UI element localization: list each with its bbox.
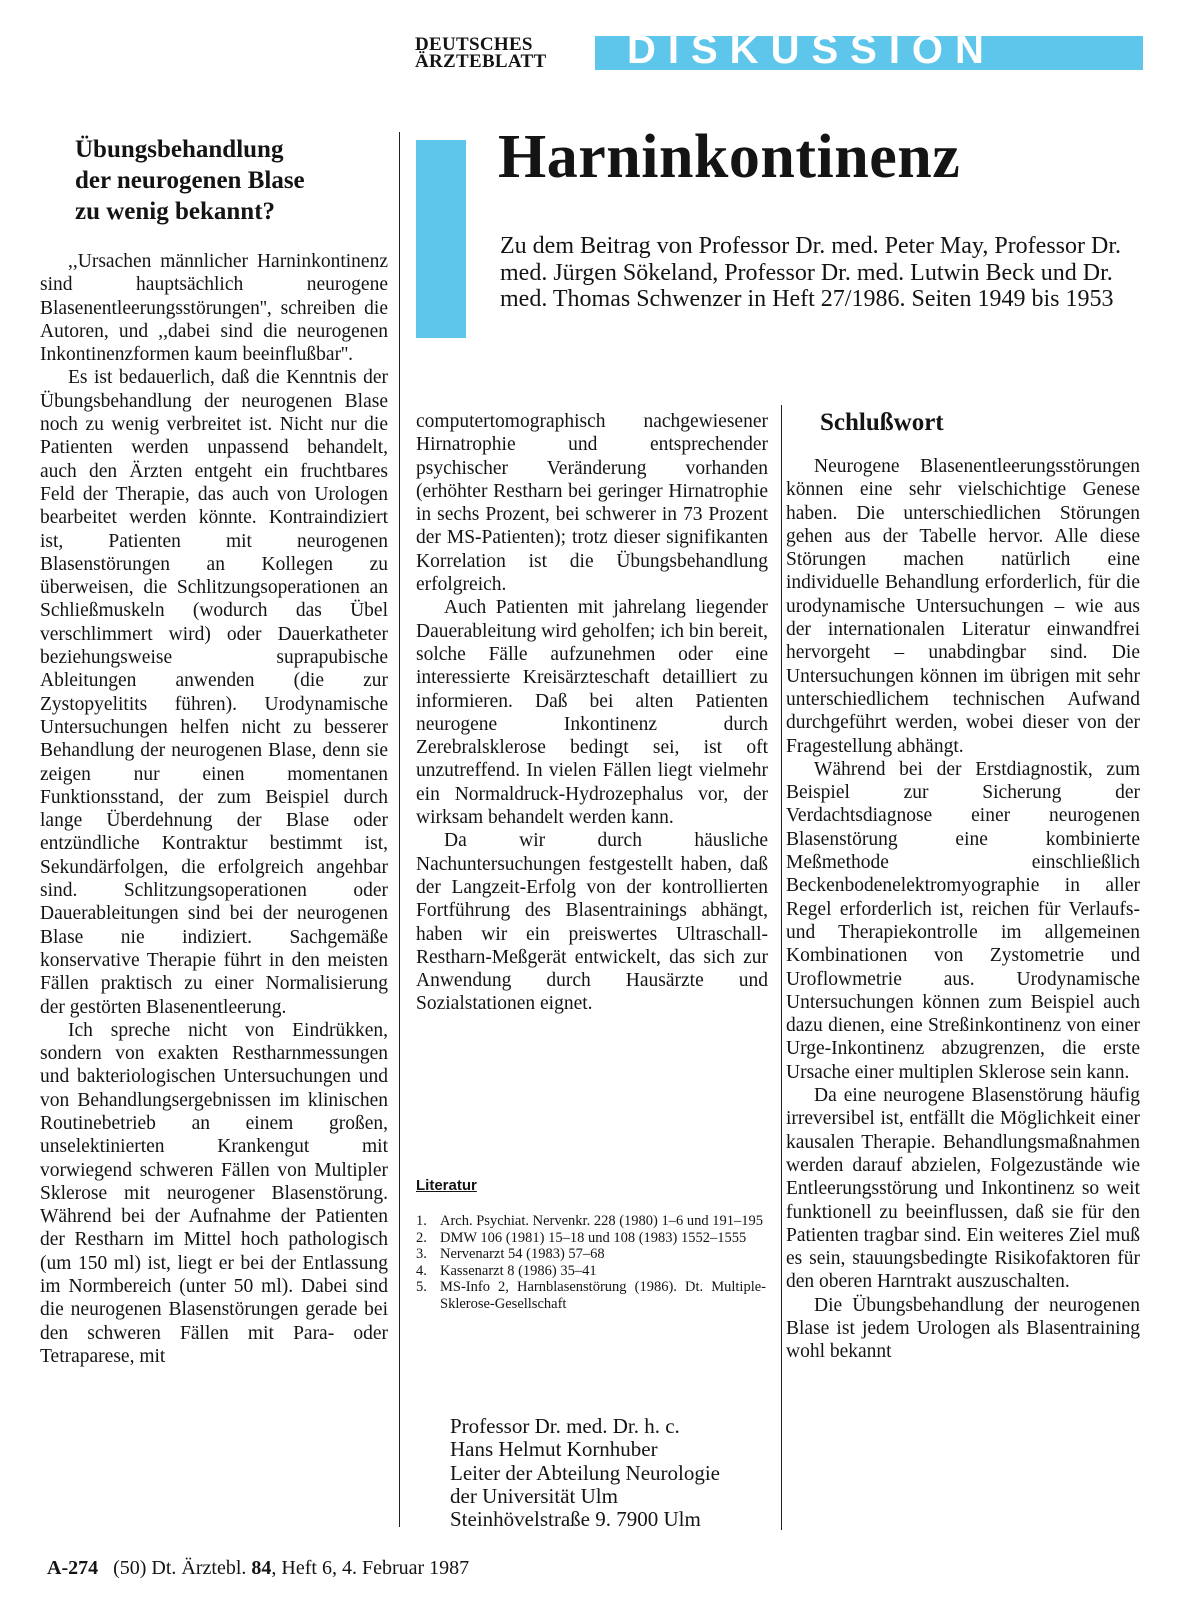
reference-number: 1. — [416, 1213, 427, 1229]
column-rule-left — [399, 132, 400, 1527]
left-heading-line2: der neurogenen Blase — [75, 167, 305, 194]
citation-suffix: , Heft 6, 4. Februar 1987 — [271, 1557, 470, 1579]
reference-text: MS-Info 2, Harnblasenstörung (1986). Dt. Multiple-Sklerose-Gesellschaft — [440, 1279, 766, 1312]
left-heading-line1: Übungsbehandlung — [75, 136, 284, 163]
middle-column-body — [416, 410, 768, 1016]
middle-paragraph: Da wir durch häusliche Nachuntersuchungen festgestellt haben, daß der Langzeit-Erfolg von der kontrollierten Fortführung des Blasentrainings abhängt, haben wir ein preiswertes Ultraschall-Restharn-Meßgerät entwickelt, das sich zur Anwendung durch Hausärzte und Sozialstationen eignet. — [416, 830, 768, 1015]
middle-paragraph: computertomographisch nachgewiesener Hirnatrophie und entsprechender psychischer Veränderung vorhanden (erhöhter Restharn bei geringer Hirnatrophie in sechs Prozent, bei schwerer in 73 Prozent der MS-Patienten); trotz dieser signifikanten Korrelation ist die Übungsbehandlung erfolgreich. — [416, 411, 768, 596]
reference-item — [416, 1279, 766, 1312]
reference-item — [416, 1263, 766, 1280]
author-line: Hans Helmut Kornhuber — [450, 1437, 658, 1462]
reply-body — [786, 455, 1140, 1364]
reply-paragraph: Die Übungsbehandlung der neurogenen Blase ist jedem Urologen als Blasentraining wohl bekannt — [786, 1294, 1140, 1363]
author-line: Professor Dr. med. Dr. h. c. — [450, 1414, 680, 1438]
reference-item — [416, 1230, 766, 1247]
left-paragraph: ,,Ursachen männlicher Harninkontinenz sind hauptsächlich neurogene Blasenentleerungsstörungen'', schreiben die Autoren, und ,,dabei sind die neurogenen Inkontinenzformen kaum beeinflußbar''. — [40, 251, 388, 366]
author-address — [450, 1415, 720, 1531]
page-title: Harninkontinenz — [498, 123, 961, 191]
reference-text: Arch. Psychiat. Nervenkr. 228 (1980) 1–6 und 191–195 — [440, 1213, 763, 1229]
literature-heading: Literatur — [416, 1177, 477, 1194]
reference-text: Kassenarzt 8 (1986) 35–41 — [440, 1262, 597, 1279]
column-rule-right — [781, 405, 782, 1530]
reference-text: Nervenarzt 54 (1983) 57–68 — [440, 1246, 605, 1262]
middle-paragraph: Auch Patienten mit jahrelang liegender Dauerableitung wird geholfen; ich bin bereit, solche Fälle aufzunehmen oder eine interessierte Kreisärzteschaft detailliert zu informieren. Daß bei alten Patienten neurogene Inkontinenz durch Zerebralsklerose bedingt sei, ist oft unzutreffend. In vielen Fällen liegt vielmehr ein Normaldruck-Hydrozephalus vor, der wirksam behandelt werden kann. — [416, 597, 768, 829]
section-banner — [595, 36, 1143, 70]
left-article-heading — [75, 134, 395, 227]
journal-logo-line2: ÄRZTEBLATT — [415, 51, 547, 72]
reference-number: 5. — [416, 1279, 427, 1295]
page-footer — [47, 1557, 469, 1580]
reference-number: 3. — [416, 1246, 427, 1262]
reply-paragraph: Da eine neurogene Blasenstörung häufig irreversibel ist, entfällt die Möglichkeit einer kausalen Therapie. Behandlungsmaßnahmen werden darauf abzielen, Folgezustände wie Entleerungsstörung und Inkontinenz so weit funktionell zu beeinflussen, daß sie für den Patienten tragbar sind. Ein weiteres Ziel muß es sein, stauungsbedingte Risikofaktoren für den oberen Harntrakt auszuschalten. — [786, 1085, 1140, 1293]
article-intro: Zu dem Beitrag von Professor Dr. med. Peter May, Professor Dr. med. Jürgen Sökeland, Professor Dr. med. Lutwin Beck und Dr. med. Thomas Schwenzer in Heft 27/1986. Seiten 1949 bis 1953 — [500, 233, 1121, 312]
author-line: Leiter der Abteilung Neurologie — [450, 1460, 720, 1485]
reference-item — [416, 1246, 766, 1263]
reply-paragraph: Während bei der Erstdiagnostik, zum Beispiel zur Sicherung der Verdachtsdiagnose einer neurogenen Blasenstörung eine kombinierte Meßmethode einschließlich Beckenbodenelektromyographie in aller Regel erforderlich ist, reichen für Verlaufs- und Therapiekontrolle im allgemeinen Kombinationen von Zystometrie und Uroflowmetrie aus. Urodynamische Untersuchungen können zum Beispiel auch dazu dienen, eine Streßinkontinenz von einer Urge-Inkontinenz abzugrenzen, die erste Ursache einer multiplen Sklerose sein kann. — [786, 758, 1140, 1083]
citation-prefix: (50) Dt. Ärztebl. — [113, 1557, 247, 1579]
section-label: DISKUSSION — [627, 36, 996, 70]
left-article-body — [40, 250, 388, 1368]
left-paragraph: Ich spreche nicht von Eindrükken, sondern von exakten Restharnmessungen und bakteriologischen Untersuchungen und von Behandlungsergebnissen im klinischen Routinebetrieb an einem großen, unselektinierten Krankengut mit vorwiegend schweren Fällen von Multipler Sklerose mit neurogener Blasenstörung. Während bei der Aufnahme der Patienten der Restharn im Mittel hoch pathologisch (um 150 ml) ist, liegt er bei der Entlassung im Normbereich (unter 50 ml). Dabei sind die neurogenen Blasenstörungen gerade bei den schweren Fällen mit Para- oder Tetraparese, mit — [40, 1019, 388, 1367]
reference-number: 4. — [416, 1262, 427, 1279]
journal-logo — [415, 36, 546, 70]
reference-item — [416, 1213, 766, 1230]
volume-number: 84 — [251, 1557, 272, 1579]
page-number: A-274 — [47, 1557, 99, 1579]
left-heading-line3: zu wenig bekannt? — [75, 198, 276, 225]
title-accent-box — [416, 140, 466, 338]
left-paragraph: Es ist bedauerlich, daß die Kenntnis der Übungsbehandlung der neurogenen Blase noch zu wenig verbreitet ist. Nicht nur die Patienten werden unpassend behandelt, auch den Ärzten entgeht ein fruchtbares Feld der Therapie, das auch von Urologen bearbeitet werden könnte. Kontraindiziert ist, Patienten mit neurogenen Blasenstörungen an Kollegen zu überweisen, die Schlitzungsoperationen an Schließmuskeln (wodurch das Übel verschlimmert wird) oder Dauerkatheter beziehungsweise suprapubische Ableitungen anwenden (die zur Zystopyelitits führen). Urodynamische Untersuchungen helfen nicht zu besserer Behandlung der neurogenen Blase, denn sie zeigen nur einen momentanen Funktionsstand, der zum Beispiel durch lange Überdehnung der Blase oder entzündliche Kontraktur bestimmt ist, Sekundärfolgen, die erfolgreich angehbar sind. Schlitzungsoperationen oder Dauerableitungen sind bei der neurogenen Blase nie indiziert. Sachgemäße konservative Therapie führt in den meisten Fällen praktisch zu einer Normalisierung der gestörten Blasenentleerung. — [40, 367, 388, 1018]
reply-heading: Schlußwort — [820, 409, 944, 436]
reference-list — [416, 1213, 766, 1312]
reference-text: DMW 106 (1981) 15–18 und 108 (1983) 1552–1555 — [440, 1229, 747, 1246]
reply-paragraph: Neurogene Blasenentleerungsstörungen können eine sehr vielschichtige Genese haben. Die unterschiedlichen Störungen gehen aus der Tabelle hervor. Alle diese Störungen machen natürlich eine individuelle Behandlung erforderlich, für die urodynamische Untersuchungen – wie aus der internationalen Literatur einwandfrei hervorgeht – unabdingbar sind. Die Untersuchungen können im übrigen mit sehr unterschiedlichem technischen Aufwand durchgeführt werden, wobei dieser von der Fragestellung abhängt. — [786, 456, 1140, 757]
reference-number: 2. — [416, 1229, 427, 1246]
journal-logo-line1: DEUTSCHES — [415, 34, 533, 55]
author-line: der Universität Ulm — [450, 1483, 618, 1508]
author-line: Steinhövelstraße 9. 7900 Ulm — [450, 1507, 701, 1532]
